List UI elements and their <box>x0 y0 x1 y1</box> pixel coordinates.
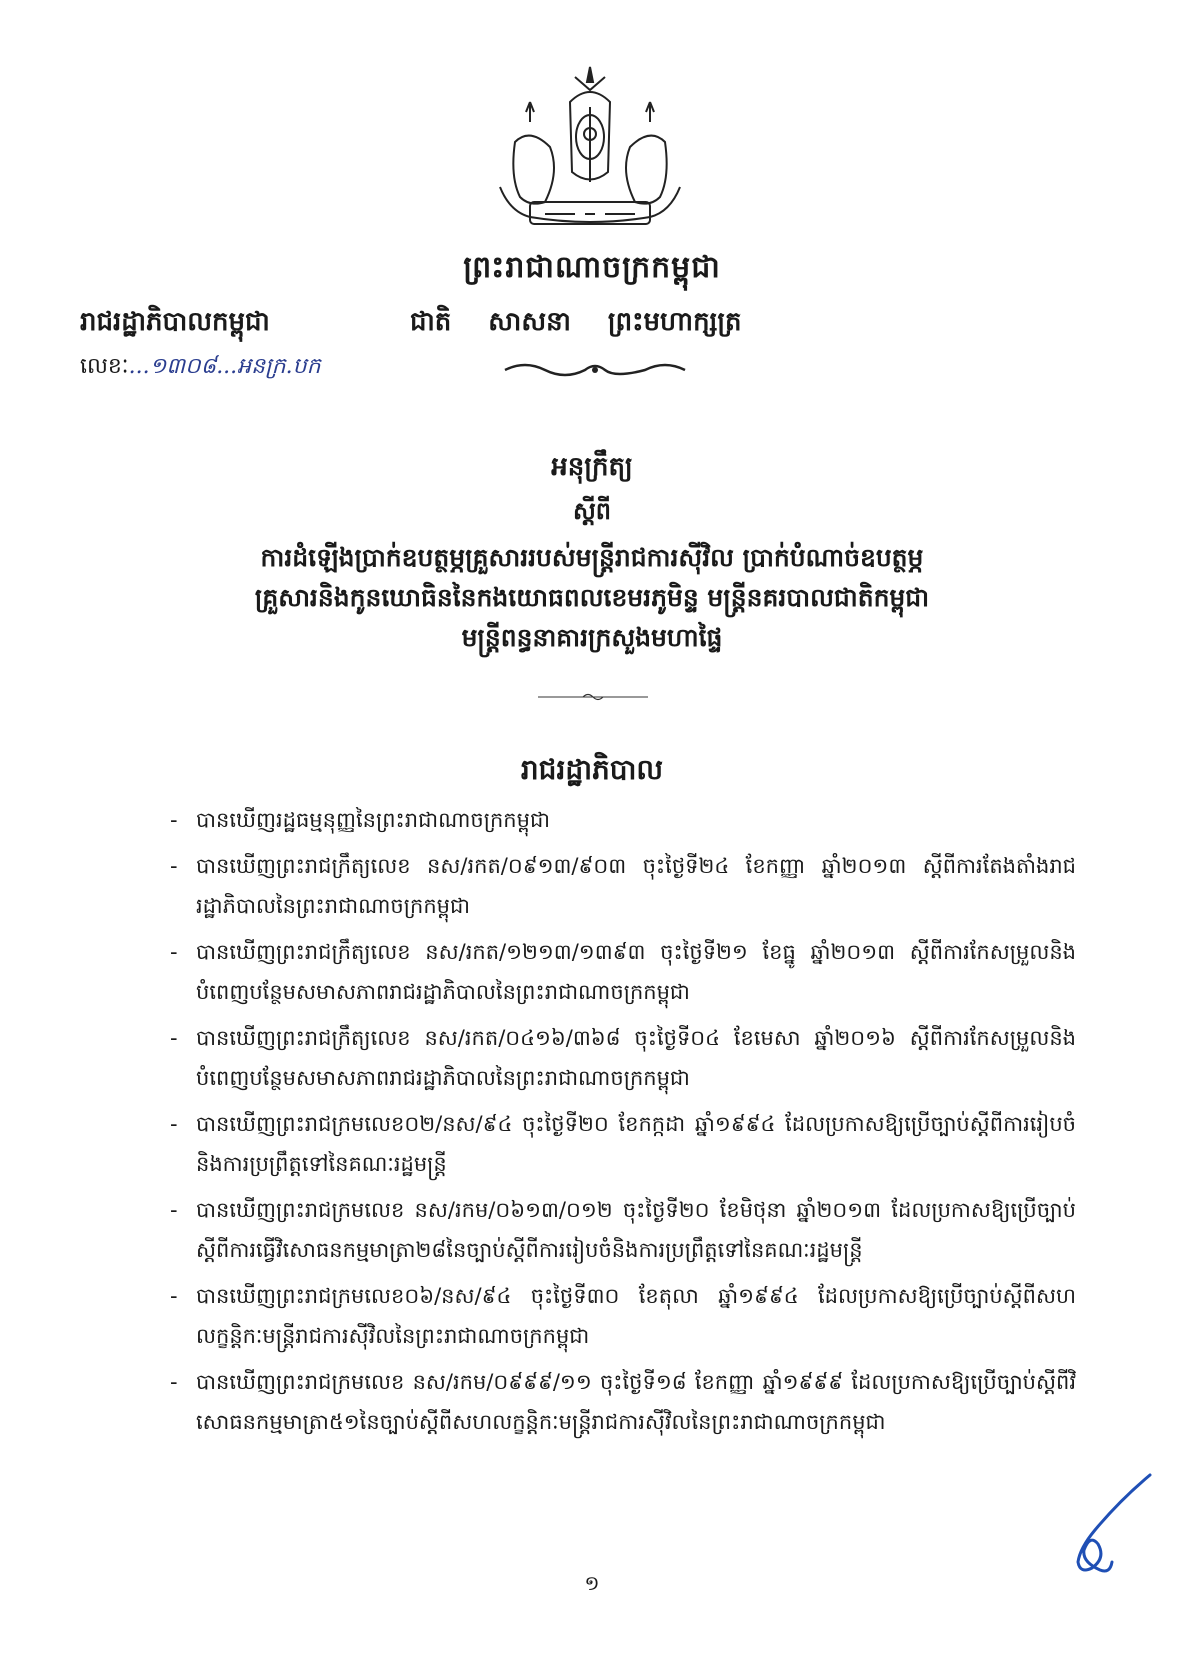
list-item-text: បានឃើញព្រះរាជក្រមលេខ នស/រកម/០៩៩៩/១១ ចុះថ្ងៃទី១៨ ខែកញ្ញា ឆ្នាំ១៩៩៩ ដែលប្រកាសឱ្យប្រើច្បាប់ស្តីពីវិសោធនកម្មមាត្រា៥១នៃច្បាប់ស្តីពីសហលក្ខន្តិកៈមន្ត្រីរាជការស៊ីវិលនៃព្រះរាជាណាចក្រកម្ពុជា <box>196 1370 1076 1434</box>
list-item-text: បានឃើញព្រះរាជក្រឹត្យលេខ នស/រកត/១២១៣/១៣៩៣ ចុះថ្ងៃទី២១ ខែធ្នូ ឆ្នាំ២០១៣ ស្តីពីការកែសម្រួលនិងបំពេញបន្ថែមសមាសភាពរាជរដ្ឋាភិបាលនៃព្រះរាជាណាចក្រកម្ពុជា <box>196 940 1076 1004</box>
page-number: ១ <box>584 1571 600 1595</box>
list-item-text: បានឃើញព្រះរាជក្រឹត្យលេខ នស/រកត/០៩១៣/៩០៣ ចុះថ្ងៃទី២៤ ខែកញ្ញា ឆ្នាំ២០១៣ ស្តីពីការតែងតាំងរាជរដ្ឋាភិបាលនៃព្រះរាជាណាចក្រកម្ពុជា <box>196 854 1076 918</box>
subject-line: ការដំឡើងប្រាក់ឧបត្ថម្ភគ្រួសាររបស់មន្ត្រីរាជការស៊ីវិល ប្រាក់បំណាច់ឧបត្ថម្ភ <box>260 543 924 572</box>
list-dash: - <box>170 854 178 878</box>
list-item-text: បានឃើញព្រះរាជក្រឹត្យលេខ នស/រកត/០៤១៦/៣៦៨ ចុះថ្ងៃទី០៤ ខែមេសា ឆ្នាំ២០១៦ ស្តីពីការកែសម្រួលនិងបំពេញបន្ថែមសមាសភាពរាជរដ្ឋាភិបាលនៃព្រះរាជាណាចក្រកម្ពុជា <box>196 1026 1076 1090</box>
ornament-flourish <box>500 358 690 380</box>
preamble-list <box>170 800 1076 1448</box>
document-about-label: ស្តីពី <box>572 496 612 525</box>
number-label: លេខៈ <box>80 354 129 379</box>
list-item-text: បានឃើញព្រះរាជក្រមលេខ០២/នស/៩៤ ចុះថ្ងៃទី២០ ខែកក្កដា ឆ្នាំ១៩៩៤ ដែលប្រកាសឱ្យប្រើច្បាប់ស្តីពីការរៀបចំនិងការប្រព្រឹត្តទៅនៃគណៈរដ្ឋមន្ត្រី <box>196 1112 1076 1176</box>
list-item <box>170 846 1076 926</box>
list-dash: - <box>170 1370 178 1394</box>
government-label: រាជរដ្ឋាភិបាលកម្ពុជា <box>80 307 270 337</box>
kingdom-title: ព្រះរាជាណាចក្រកម្ពុជា <box>463 250 721 285</box>
subject-line: មន្ត្រីពន្ធនាគារក្រសួងមហាផ្ទៃ <box>461 623 723 652</box>
document-subject <box>0 538 1184 658</box>
list-dash: - <box>170 1198 178 1222</box>
list-item-text: បានឃើញរដ្ឋធម្មនុញ្ញនៃព្រះរាជាណាចក្រកម្ពុជា <box>196 808 550 832</box>
list-item <box>170 1190 1076 1270</box>
list-dash: - <box>170 940 178 964</box>
list-item-text: បានឃើញព្រះរាជក្រមលេខ០៦/នស/៩៤ ចុះថ្ងៃទី៣០ ខែតុលា ឆ្នាំ១៩៩៤ ដែលប្រកាសឱ្យប្រើច្បាប់ស្តីពីសហលក្ខន្តិកៈមន្ត្រីរាជការស៊ីវិលនៃព្រះរាជាណាចក្រកម្ពុជា <box>196 1284 1076 1348</box>
list-item <box>170 1018 1076 1098</box>
signature-initial <box>1040 1470 1160 1580</box>
subject-line: គ្រួសារនិងកូនឃោធិននៃកងយោធពលខេមរភូមិន្ទ មន្ត្រីនគរបាលជាតិកម្ពុជា <box>254 583 930 612</box>
document-number <box>80 352 321 384</box>
list-item <box>170 1362 1076 1442</box>
list-item <box>170 932 1076 1012</box>
list-item <box>170 1104 1076 1184</box>
list-dash: - <box>170 1284 178 1308</box>
list-item <box>170 1276 1076 1356</box>
list-dash: - <box>170 1112 178 1136</box>
section-divider <box>538 692 648 702</box>
list-dash: - <box>170 1026 178 1050</box>
handwritten-number: ...១៣០៨...អនក្រ.បក <box>128 354 321 379</box>
royal-coat-of-arms-emblem <box>490 62 690 237</box>
list-dash: - <box>170 808 178 832</box>
list-item-text: បានឃើញព្រះរាជក្រមលេខ នស/រកម/០៦១៣/០១២ ចុះថ្ងៃទី២០ ខែមិថុនា ឆ្នាំ២០១៣ ដែលប្រកាសឱ្យប្រើច្បាប់ស្តីពីការធ្វើវិសោធនកម្មមាត្រា២៨នៃច្បាប់ស្តីពីការរៀបចំនិងការប្រព្រឹត្តទៅនៃគណៈរដ្ឋមន្ត្រី <box>196 1198 1076 1262</box>
section-heading: រាជរដ្ឋាភិបាល <box>520 753 664 786</box>
document-type-title: អនុក្រឹត្យ <box>551 452 633 482</box>
national-motto: ជាតិ សាសនា ព្រះមហាក្សត្រ <box>410 307 742 337</box>
list-item <box>170 800 1076 840</box>
